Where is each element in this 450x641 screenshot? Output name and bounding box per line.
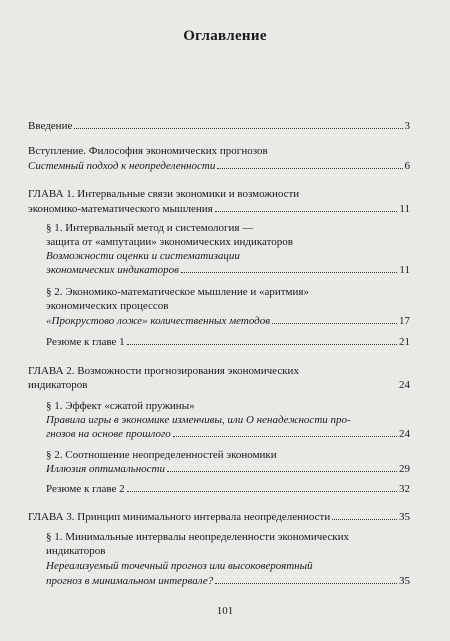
toc-chapter-1[interactable] xyxy=(28,203,410,216)
toc-ch2-sec1-line1: § 1. Эффект «сжатой пружины» xyxy=(46,400,195,412)
toc-ch3-sec1-line2: индикаторов xyxy=(46,545,106,557)
toc-entry-foreword[interactable] xyxy=(28,160,410,173)
toc-entry-title: индикаторов xyxy=(28,379,88,391)
leader-dots xyxy=(74,128,402,129)
leader-dots xyxy=(332,519,397,520)
toc-ch3-sec1-line3: Нереализуемый точечный прогноз или высоковероятный xyxy=(46,560,313,572)
toc-ch2-sec1[interactable] xyxy=(46,428,410,441)
toc-ch1-sec1-line1: § 1. Интервальный метод и системология — xyxy=(46,222,254,234)
toc-entry-page: 3 xyxy=(404,120,410,132)
toc-entry-page: 17 xyxy=(399,315,410,327)
toc-entry-title: экономико-математического мышления xyxy=(28,203,213,215)
toc-ch2-sec2[interactable] xyxy=(46,463,410,476)
toc-entry-page: 11 xyxy=(399,203,410,215)
toc-entry-page: 35 xyxy=(399,511,410,523)
toc-ch1-sec2-line2: экономических процессов xyxy=(46,300,169,312)
toc-entry-page: 24 xyxy=(399,428,410,440)
toc-entry-title: Введение xyxy=(28,120,73,132)
toc-entry-page: 24 xyxy=(399,379,410,391)
toc-ch1-sec2[interactable] xyxy=(46,315,410,328)
toc-entry-title: Системный подход к неопределенности xyxy=(28,160,216,172)
leader-dots xyxy=(89,387,397,388)
page-title: Оглавление xyxy=(183,28,267,44)
toc-ch1-sec2-line1: § 2. Экономико-математическое мышление и «аритмия» xyxy=(46,286,309,298)
toc-ch1-sec1-line3: Возможности оценки и систематизации xyxy=(46,250,240,262)
toc-entry-page: 21 xyxy=(399,336,410,348)
toc-ch2-sec2-line1: § 2. Соотношение неопределенностей экономики xyxy=(46,449,277,461)
toc-entry-page: 32 xyxy=(399,483,410,495)
page-number: 101 xyxy=(216,605,234,617)
toc-ch3-sec1[interactable] xyxy=(46,575,410,588)
toc-entry-introduction[interactable] xyxy=(28,120,410,133)
toc-entry-title: гнозов на основе прошлого xyxy=(46,428,171,440)
toc-chapter-2-line1: ГЛАВА 2. Возможности прогнозирования экономических xyxy=(28,365,299,377)
toc-ch1-summary[interactable] xyxy=(46,336,410,349)
toc-chapter-2[interactable] xyxy=(28,379,410,392)
leader-dots xyxy=(181,272,398,273)
toc-entry-title: Резюме к главе 2 xyxy=(46,483,125,495)
toc-entry-page: 29 xyxy=(399,463,410,475)
toc-entry-title: прогноз в минимальном интервале? xyxy=(46,575,214,587)
leader-dots xyxy=(173,436,397,437)
leader-dots xyxy=(215,211,398,212)
leader-dots xyxy=(217,168,402,169)
toc-ch2-sec1-line2: Правила игры в экономике изменчивы, или О ненадежности про- xyxy=(46,414,351,426)
toc-entry-title: Резюме к главе 1 xyxy=(46,336,125,348)
toc-ch2-summary[interactable] xyxy=(46,483,410,496)
toc-entry-title: Иллюзия оптимальности xyxy=(46,463,165,475)
toc-entry-foreword-line1: Вступление. Философия экономических прогнозов xyxy=(28,145,268,157)
leader-dots xyxy=(127,344,397,345)
leader-dots xyxy=(127,491,397,492)
toc-chapter-1-line1: ГЛАВА 1. Интервальные связи экономики и возможности xyxy=(28,188,300,200)
toc-ch3-sec1-line1: § 1. Минимальные интервалы неопределенности экономических xyxy=(46,531,350,543)
leader-dots xyxy=(167,471,397,472)
toc-ch1-sec1[interactable] xyxy=(46,264,410,277)
toc-ch1-sec1-line2: защита от «ампутации» экономических индикаторов xyxy=(46,236,294,248)
leader-dots xyxy=(215,583,397,584)
leader-dots xyxy=(272,323,397,324)
toc-chapter-3[interactable] xyxy=(28,511,410,524)
toc-entry-page: 6 xyxy=(404,160,410,172)
toc-entry-title: экономических индикаторов xyxy=(46,264,179,276)
toc-entry-title: ГЛАВА 3. Принцип минимального интервала неопределенности xyxy=(28,511,331,523)
toc-entry-page: 35 xyxy=(399,575,410,587)
toc-entry-title: «Прокрустово ложе» количественных методов xyxy=(46,315,271,327)
toc-entry-page: 11 xyxy=(399,264,410,276)
